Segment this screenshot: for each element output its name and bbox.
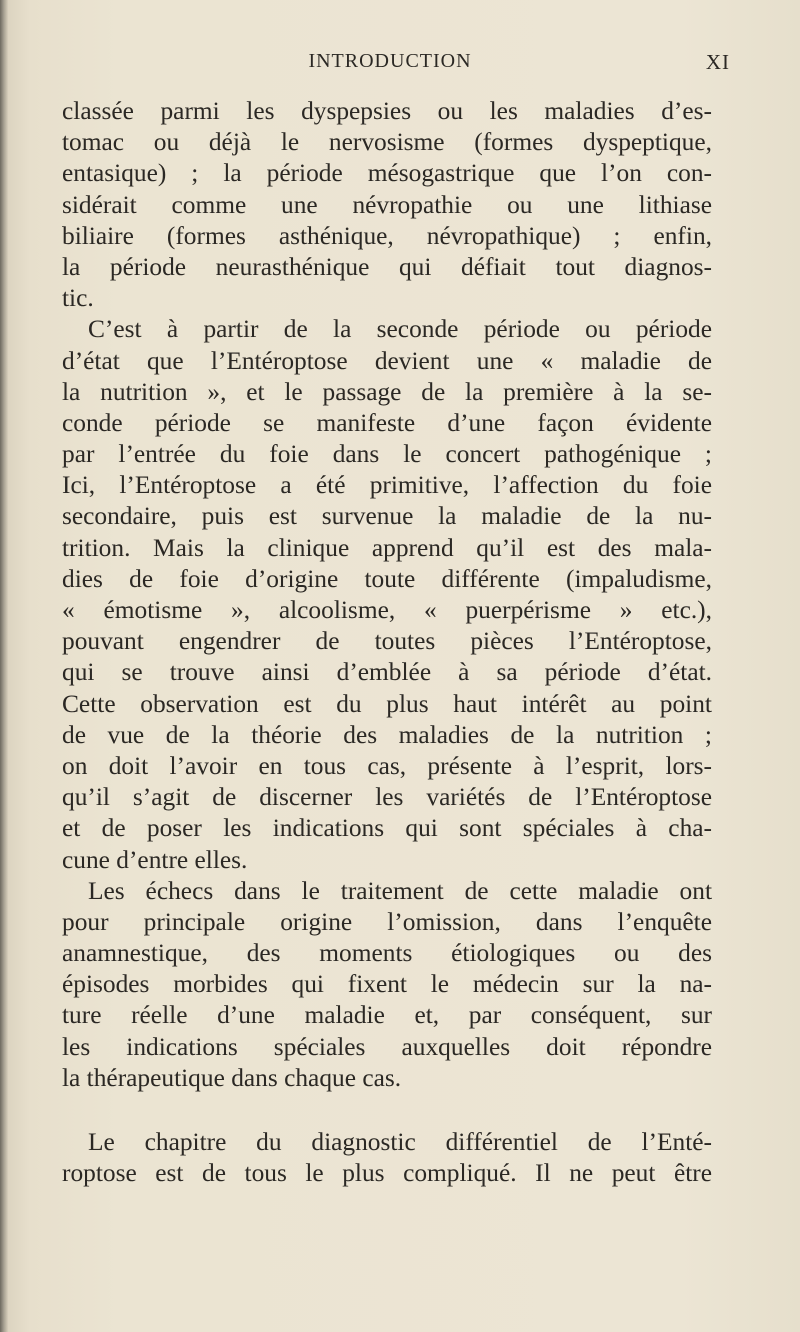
text-line: C’est à partir de la seconde période ou période	[88, 315, 712, 344]
text-line: épisodes morbides qui fixent le médecin sur la na-	[62, 970, 712, 999]
text-line: Ici, l’Entéroptose a été primitive, l’affection du foie	[62, 471, 712, 500]
text-line: entasique) ; la période mésogastrique que l’on con-	[62, 159, 712, 188]
text-line: cune d’entre elles.	[62, 845, 248, 874]
text-line: Le chapitre du diagnostic différentiel de l’Enté-	[88, 1128, 712, 1156]
text-line: « émotisme », alcoolisme, « puerpérisme » etc.),	[62, 596, 712, 624]
text-line: la nutrition », et le passage de la première à la se-	[62, 377, 712, 406]
text-line: classée parmi les dyspepsies ou les maladies d’es-	[62, 97, 712, 125]
text-line: la période neurasthénique qui défiait tout diagnos-	[62, 252, 712, 281]
page-number: XI	[705, 50, 730, 74]
paragraph	[62, 314, 712, 875]
text-line: qu’il s’agit de discerner les variétés de l’Entéroptose	[62, 783, 712, 812]
text-line: roptose est de tous le plus compliqué. Il ne peut être	[62, 1159, 712, 1188]
text-line: qui se trouve ainsi d’emblée à sa période d’état.	[62, 658, 712, 687]
text-line: trition. Mais la clinique apprend qu’il est des mala-	[62, 533, 712, 562]
text-line: biliaire (formes asthénique, névropathique) ; enfin,	[62, 221, 712, 250]
text-line: Les échecs dans le traitement de cette maladie ont	[88, 876, 712, 905]
text-line: pour principale origine l’omission, dans l’enquête	[62, 907, 712, 936]
text-line: conde période se manifeste d’une façon évidente	[62, 408, 712, 437]
page-header	[60, 50, 730, 80]
text-line: de vue de la théorie des maladies de la nutrition ;	[62, 720, 712, 749]
paragraph	[62, 96, 712, 314]
text-line: par l’entrée du foie dans le concert pathogénique ;	[62, 440, 712, 469]
body-text	[62, 96, 712, 1189]
paragraph	[62, 876, 712, 1094]
page-binding-edge	[0, 0, 8, 1332]
running-title: INTRODUCTION	[308, 50, 472, 72]
text-line: on doit l’avoir en tous cas, présente à l’esprit, lors-	[62, 751, 712, 780]
text-line: les indications spéciales auxquelles doit répondre	[62, 1032, 712, 1061]
text-line: Cette observation est du plus haut intérêt au point	[62, 689, 712, 718]
text-line: tic.	[62, 284, 94, 313]
text-line: la thérapeutique dans chaque cas.	[62, 1063, 402, 1092]
text-line: pouvant engendrer de toutes pièces l’Entéroptose,	[62, 627, 712, 656]
text-line: dies de foie d’origine toute différente (impaludisme,	[62, 564, 712, 593]
text-line: anamnestique, des moments étiologiques ou des	[62, 939, 712, 968]
text-line: d’état que l’Entéroptose devient une « maladie de	[62, 346, 712, 375]
text-line: sidérait comme une névropathie ou une lithiase	[62, 190, 712, 219]
paragraph	[62, 1127, 712, 1189]
text-line: secondaire, puis est survenue la maladie de la nu-	[62, 502, 712, 531]
text-line: tomac ou déjà le nervosisme (formes dyspeptique,	[62, 128, 712, 157]
paragraph-gap	[62, 1094, 712, 1127]
text-line: et de poser les indications qui sont spéciales à cha-	[62, 814, 712, 843]
text-line: ture réelle d’une maladie et, par conséquent, sur	[62, 1001, 712, 1030]
